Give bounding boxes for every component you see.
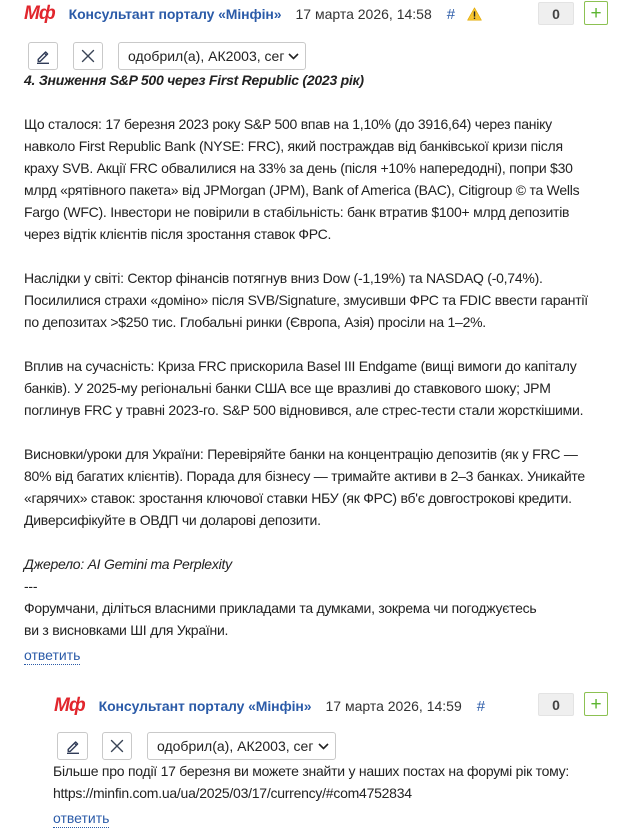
post-date: 17 марта 2026, 14:59	[325, 698, 462, 714]
warning-icon[interactable]	[467, 7, 482, 21]
text-line: Форумчани, діліться власними прикладами та думками, зокрема чи погоджуєтесь	[24, 600, 537, 616]
post-date: 17 марта 2026, 14:58	[295, 6, 432, 22]
text-line: навколо First Republic Bank (NYSE: FRC), який постраждав від банківської кризи після	[24, 138, 563, 154]
close-icon	[80, 48, 96, 64]
delete-button[interactable]	[102, 732, 132, 760]
text-line: Висновки/уроки для України: Перевіряйте банки на концентрацію депозитів (як у FRC —	[24, 446, 578, 462]
post-header	[24, 2, 482, 26]
author-name-link[interactable]: Консультант порталу «Мінфін»	[98, 698, 312, 714]
post-title: 4. Зниження S&P 500 через First Republic (2023 рік)	[24, 72, 364, 88]
text-line: через відтік клієнтів після зростання ставок ФРС.	[24, 226, 332, 242]
paragraph-gap	[24, 531, 588, 553]
moderation-status-value: одобрил(а), АК2003, сег	[128, 48, 285, 64]
chevron-down-icon	[288, 53, 299, 60]
rating-counter: 0	[538, 2, 574, 25]
text-line: 80% від багатих клієнтів). Порада для бізнесу — тримайте активи в 2–3 банках. Уникайте	[24, 468, 585, 484]
post-anchor-link[interactable]: #	[446, 5, 456, 23]
paragraph-present-impact	[24, 355, 588, 421]
text-line: Вплив на сучасність: Криза FRC прискорила Basel III Endgame (вищі вимоги до капіталу	[24, 358, 577, 374]
moderation-status-value: одобрил(а), АК2003, сег	[157, 738, 314, 754]
paragraph-gap	[24, 245, 588, 267]
text-line: Більше про події 17 березня ви можете знайти у наших постах на форумі рік тому:	[53, 763, 570, 779]
text-line: краху SVB. Акції FRC обвалилися на 33% за день (після +10% напередодні), попри $30	[24, 160, 573, 176]
reply-link[interactable]: ответить	[24, 647, 81, 663]
paragraph-world-consequences	[24, 267, 588, 333]
text-line: «гарячих» ставок: зростання ключової ставки НБУ (як ФРС) вб'є довгострокові кредити.	[24, 490, 572, 506]
moderation-toolbar	[0, 42, 624, 70]
pencil-icon	[65, 738, 81, 754]
separator-line: ---	[24, 578, 38, 594]
edit-button[interactable]	[28, 42, 58, 70]
paragraph-closing	[24, 597, 588, 641]
post-body	[53, 760, 569, 804]
paragraph-lessons-ukraine	[24, 443, 588, 531]
moderation-status-select[interactable]	[147, 732, 336, 760]
paragraph-gap	[24, 421, 588, 443]
post-header	[54, 694, 497, 718]
text-line: поглинув FRC у травні 2023-го. S&P 500 відновився, але стрес-тести стали жорсткішими.	[24, 402, 584, 418]
post-anchor-link[interactable]: #	[476, 697, 486, 715]
text-line: Fargo (WFC). Інвестори не повірили в стабільність: банк втратив $100+ млрд депозитів	[24, 204, 570, 220]
moderation-toolbar	[0, 732, 624, 760]
pencil-icon	[35, 48, 51, 64]
delete-button[interactable]	[73, 42, 103, 70]
text-line: Наслідки у світі: Сектор фінансів потягнув вниз Dow (-1,19%) та NASDAQ (-0,74%).	[24, 270, 543, 286]
chevron-down-icon	[318, 743, 329, 750]
edit-button[interactable]	[57, 732, 88, 760]
text-line: Що сталося: 17 березня 2023 року S&P 500 впав на 1,10% (до 3916,64) через паніку	[24, 116, 552, 132]
vote-plus-button[interactable]: +	[584, 692, 608, 716]
source-line: Джерело: AI Gemini та Perplexity	[24, 556, 232, 572]
text-line: ви з висновками ШІ для України.	[24, 622, 229, 638]
reply-link[interactable]: ответить	[53, 810, 110, 826]
author-name-link[interactable]: Консультант порталу «Мінфін»	[68, 6, 282, 22]
text-line: млрд «рятівного пакета» від JPMorgan (JPM), Bank of America (BAC), Citigroup © та Wells	[24, 182, 580, 198]
rating-counter: 0	[538, 693, 574, 716]
text-line: Посилилися страхи «доміно» після SVB/Signature, змусивши ФРС та FDIC ввести гарантії	[24, 292, 588, 308]
close-icon	[109, 738, 125, 754]
author-avatar-logo[interactable]: Мф	[54, 695, 85, 716]
text-line: по депозитах >$250 тис. Глобальні ринки (Європа, Азія) просіли на 1–2%.	[24, 314, 486, 330]
url-text: https://minfin.com.ua/ua/2025/03/17/currency/#com4752834	[53, 785, 412, 801]
moderation-status-select[interactable]	[118, 42, 306, 70]
text-line: банків). У 2025-му регіональні банки США все ще вразливі до ставкового шоку; JPM	[24, 380, 551, 396]
post-body	[24, 69, 588, 641]
paragraph-what-happened	[24, 113, 588, 245]
paragraph-gap	[24, 91, 588, 113]
text-line: Диверсифікуйте в ОВДП чи доларові депозити.	[24, 512, 321, 528]
vote-plus-button[interactable]: +	[584, 1, 608, 25]
paragraph-gap	[24, 333, 588, 355]
author-avatar-logo[interactable]: Мф	[24, 3, 55, 24]
